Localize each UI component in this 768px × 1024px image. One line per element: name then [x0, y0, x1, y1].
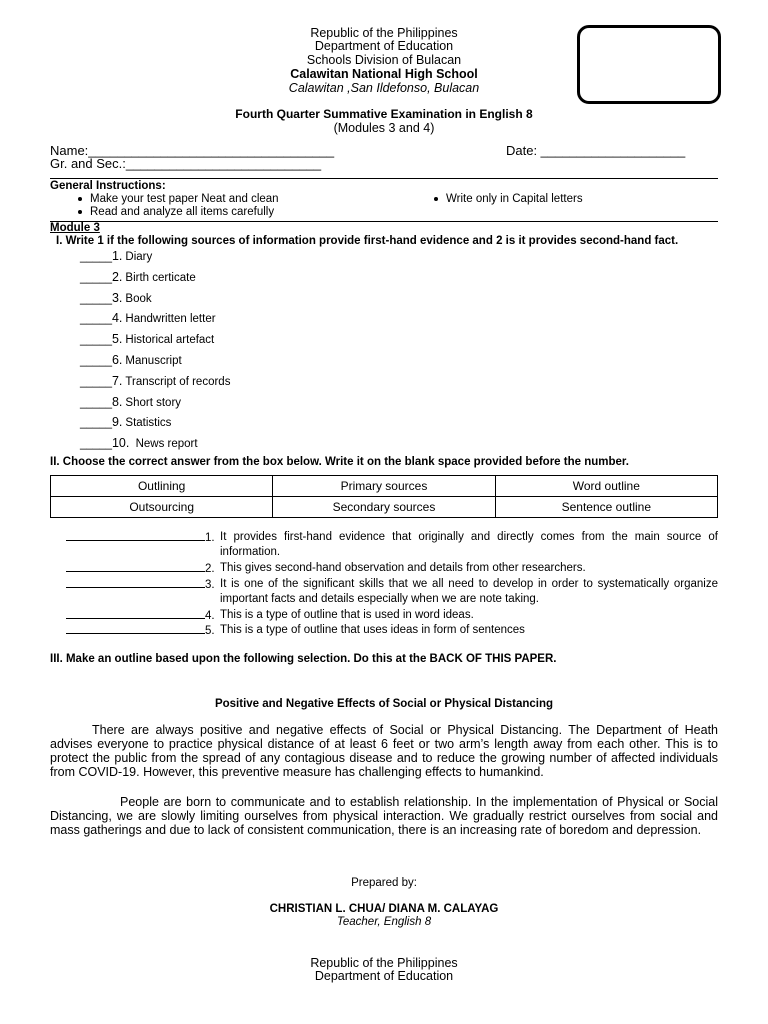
answer-blank[interactable]: _____: [80, 396, 112, 409]
item-text: Short story: [125, 396, 182, 409]
exam-subtitle: (Modules 3 and 4): [333, 121, 435, 135]
item-text: This is a type of outline that is used in word ideas.: [220, 609, 474, 621]
footer-department: Department of Education: [314, 969, 454, 983]
date-field[interactable]: Date: ____________________: [506, 143, 686, 158]
answer-blank[interactable]: _____: [80, 438, 112, 451]
header-department: Department of Education: [314, 39, 454, 53]
item-number: 10.: [111, 436, 130, 451]
part1-item: [80, 374, 230, 388]
part1-item: [80, 395, 181, 409]
item-number: 1.: [205, 532, 215, 544]
selection-paragraph-2: People are born to communicate and to establish relationship. In the implementation of Physical or Social Distancing, we are slowly limiting ourselves from physical interaction. We gradually restrict ourselves from social and mass gatherings and due to lack of consistent communication, there is an increasing rate of boredom and depression.: [50, 795, 718, 837]
item-text: Handwritten letter: [125, 313, 216, 326]
logo-placeholder-box: [577, 25, 721, 104]
item-number: 5.: [205, 625, 215, 637]
bullet-icon: [434, 197, 438, 201]
module-label: Module 3: [50, 222, 100, 234]
header-republic: Republic of the Philippines: [310, 26, 458, 40]
part3-instruction: III. Make an outline based upon the following selection. Do this at the BACK OF THIS PAPER.: [50, 653, 557, 665]
item-text: It provides first-hand evidence that originally and directly comes from the main source of information.: [220, 531, 718, 558]
teacher-names: CHRISTIAN L. CHUA/ DIANA M. CALAYAG: [269, 903, 499, 915]
instructions-heading: General Instructions:: [50, 180, 166, 192]
part1-item: [80, 270, 196, 284]
answer-blank[interactable]: _____: [80, 292, 112, 305]
prepared-by-label: Prepared by:: [351, 877, 417, 889]
grade-section-field[interactable]: Gr. and Sec.:___________________________: [50, 156, 322, 171]
choice-cell: Sentence outline: [495, 497, 717, 518]
item-text: This gives second-hand observation and details from other researchers.: [220, 562, 586, 574]
bullet-icon: [78, 197, 82, 201]
answer-blank[interactable]: [66, 577, 205, 588]
answer-blank[interactable]: [66, 561, 205, 572]
item-text: Diary: [125, 251, 153, 263]
item-number: 4.: [205, 610, 215, 622]
item-text: Book: [125, 292, 152, 305]
choice-cell: Secondary sources: [273, 497, 495, 518]
item-number: 5.: [111, 332, 123, 347]
choice-cell: Primary sources: [273, 476, 495, 497]
item-number: 1.: [111, 249, 123, 263]
item-number: 7.: [111, 373, 123, 388]
item-text: News report: [132, 438, 198, 451]
part1-item: [80, 436, 198, 450]
selection-paragraph-1: There are always positive and negative effects of Social or Physical Distancing. The Department of Heath advises everyone to practice physical distance of at least 6 feet or two arm’s length away from each other. This is to protect the public from the spread of any contagious disease and to reduce the growing number of affected individuals from COVID-19. However, this preventive measure has challenging effects to humankind.: [50, 723, 718, 779]
teacher-role: Teacher, English 8: [336, 916, 432, 928]
part2-item: [66, 623, 718, 637]
part2-item: [66, 530, 718, 558]
bullet-icon: [78, 210, 82, 214]
answer-blank[interactable]: [66, 608, 205, 619]
answer-blank[interactable]: [66, 530, 205, 541]
header-address: Calawitan ,San Ildefonso, Bulacan: [288, 81, 480, 95]
instruction-item: Make your test paper Neat and clean: [78, 193, 279, 205]
item-number: 3.: [111, 290, 123, 305]
item-text: Manuscript: [125, 355, 182, 367]
instruction-item: Read and analyze all items carefully: [78, 206, 274, 218]
item-number: 3.: [205, 579, 215, 591]
footer-republic: Republic of the Philippines: [310, 956, 458, 970]
answer-blank[interactable]: [66, 623, 205, 634]
answer-blank[interactable]: _____: [80, 375, 112, 388]
item-text: Historical artefact: [125, 334, 215, 347]
item-number: 4.: [111, 311, 123, 326]
choice-cell: Word outline: [495, 476, 717, 497]
answer-blank[interactable]: _____: [80, 271, 112, 284]
part2-item: [66, 608, 718, 622]
item-text: It is one of the significant skills that we all need to develop in order to systematically organize important facts and details especially when we are note taking.: [220, 578, 718, 605]
header-division: Schools Division of Bulacan: [306, 53, 462, 67]
item-number: 6.: [111, 353, 123, 367]
item-text: Statistics: [125, 417, 172, 430]
item-text: Transcript of records: [125, 375, 231, 388]
table-row: [51, 497, 718, 518]
exam-title: Fourth Quarter Summative Examination in English 8: [235, 107, 533, 121]
divider: [50, 178, 718, 179]
item-number: 8.: [111, 394, 123, 409]
part1-instruction: I. Write 1 if the following sources of information provide first-hand evidence and 2 is it provides second-hand fact.: [56, 235, 679, 247]
item-number: 2.: [205, 563, 215, 575]
choice-cell: Outsourcing: [51, 497, 273, 518]
choices-table: [50, 475, 718, 518]
part1-item: [80, 249, 152, 263]
part1-item: [80, 291, 152, 305]
part2-item: [66, 561, 718, 575]
part1-item: [80, 415, 171, 429]
part2-instruction: II. Choose the correct answer from the box below. Write it on the blank space provided before the number.: [50, 456, 629, 468]
table-row: [51, 476, 718, 497]
item-text: Birth certicate: [125, 271, 196, 284]
item-number: 9.: [111, 415, 123, 430]
answer-blank[interactable]: _____: [80, 251, 112, 263]
part1-item: [80, 353, 182, 367]
instruction-item: Write only in Capital letters: [434, 193, 583, 205]
selection-title: Positive and Negative Effects of Social or Physical Distancing: [214, 698, 554, 710]
header-school: Calawitan National High School: [290, 67, 478, 81]
answer-blank[interactable]: _____: [80, 313, 112, 326]
item-number: 2.: [111, 269, 123, 284]
name-field[interactable]: Name:__________________________________: [50, 143, 335, 158]
divider: [50, 221, 718, 222]
part2-item: [66, 577, 718, 605]
part1-item: [80, 332, 214, 346]
item-text: This is a type of outline that uses ideas in form of sentences: [220, 624, 525, 636]
answer-blank[interactable]: _____: [80, 355, 112, 367]
answer-blank[interactable]: _____: [80, 334, 112, 347]
answer-blank[interactable]: _____: [80, 417, 112, 430]
part1-item: [80, 311, 216, 325]
choice-cell: Outlining: [51, 476, 273, 497]
